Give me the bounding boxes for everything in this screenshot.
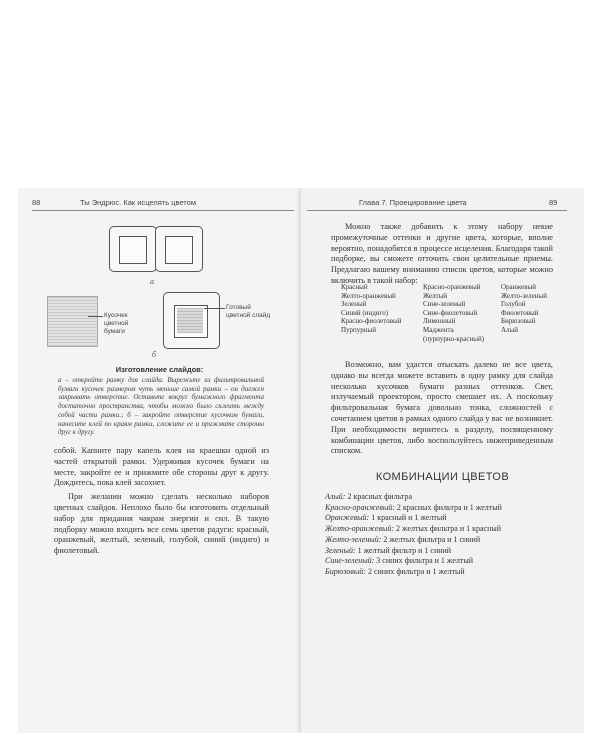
right-paragraph-2: Возможно, вам удастся отыскать далеко не все цвета, однако вы всегда можете вставить в одну рамку для слайда несколько кусочков бумаги разных оттенков. Свет, излучаемый проектором, просто смешает их. А поскольку фильтровальная бумага довольно тонка, сложностей с сочетанием цветов в рамках одного слайда у вас не возникнет. При необходимости вернитесь к разделу, посвященному комбинации цветов, либо воспользуйтесь нижеприведенным списком. — [331, 360, 553, 456]
combination-item: Зеленый: 1 желтый фильтр и 1 синий — [325, 545, 452, 555]
left-page — [18, 188, 301, 733]
combination-item: Желто-зеленый: 2 желтых фильтра и 1 синий — [325, 534, 481, 544]
figure-label-a: а — [150, 277, 154, 286]
color-item: Желто-зеленый — [501, 291, 547, 300]
color-item: Лимонный — [423, 317, 456, 326]
right-page — [301, 188, 584, 733]
right-intro-text — [331, 222, 553, 287]
color-column-2 — [423, 283, 484, 343]
color-item: Сине-зеленый — [423, 300, 466, 309]
color-item: Синий (индиго) — [341, 308, 389, 317]
color-item: Фиолетовый — [501, 308, 539, 317]
color-item: Голубой — [501, 300, 526, 309]
right-body-text — [331, 360, 553, 457]
combination-list — [325, 492, 565, 578]
combination-item: Алый: 2 красных фильтра — [325, 492, 413, 501]
combination-item: Бирюзовый: 2 синих фильтра и 1 желтый — [325, 566, 465, 576]
color-item: Красно-фиолетовый — [341, 317, 402, 326]
combination-item: Сине-зеленый: 3 синих фильтра и 1 желтый — [325, 556, 474, 566]
color-item: Алый — [501, 325, 518, 334]
color-item: Бирюзовый — [501, 317, 536, 326]
open-frame-right-window — [165, 236, 193, 264]
open-frame-left-window — [119, 236, 147, 264]
right-intro-paragraph: Можно также добавить к этому набору некие промежуточные оттенки и другие цвета, которые, вполне вероятно, понадобятся в процессе исцеления. Благодаря такой подборке, вы сможете отточить свои целительные приемы. Предлагаю вашему вниманию список цветов, которые можно включить в такой набор: — [331, 222, 553, 285]
color-item: Сине-фиолетовый — [423, 308, 478, 317]
combination-item: Красно-оранжевый: 2 красных фильтра и 1 желтый — [325, 502, 502, 512]
color-column-1 — [341, 283, 401, 335]
color-item: Оранжевый — [501, 283, 537, 291]
color-item: Пурпурный — [341, 325, 376, 334]
left-running-title: Ты Эндрюс. Как исцелять цветом — [80, 198, 196, 207]
right-page-number: 89 — [549, 198, 558, 207]
section-title: КОМБИНАЦИИ ЦВЕТОВ — [375, 471, 510, 483]
figure-caption-title: Изготовление слайдов: — [115, 365, 204, 374]
color-column-3 — [501, 283, 547, 335]
figure-caption-text: а – откройте рамку для слайда. Вырежьте из фильтровальной бумаги кусочек размером чуть меньше самой рамки – он должен закрывать отверстие. Оставьте вокруг бумажного фрагмента достаточно пространства, чтобы можно было склеить между собой части рамки.; б – закройте отверстие кусочком бумаги, нанесите клей по краям рамки, сложите ее и прижмите стороны друг к другу. — [58, 376, 264, 437]
finished-slide-label: Готовый цветной слайд — [226, 304, 271, 319]
combination-item: Оранжевый: 1 красный и 1 желтый — [325, 513, 447, 523]
paper-piece-swatch — [47, 296, 98, 347]
finished-slide-paper — [177, 308, 203, 333]
left-body-text — [54, 446, 269, 557]
left-header-rule — [32, 210, 294, 211]
color-item: Красный — [341, 283, 368, 291]
left-paragraph-1: собой. Капните пару капель клея на краешки одной из частей открытой рамки. Удерживая кусочек бумаги на месте, закройте ее и прижмите обе стороны друг к другу. Дождитесь, пока клей засохнет. — [54, 446, 269, 488]
color-item: Желто-оранжевый — [341, 291, 396, 300]
figure-label-b: б — [152, 350, 157, 359]
color-item: (пурпурно-красный) — [423, 334, 485, 343]
paper-piece-leader-line — [88, 316, 103, 317]
color-item: Красно-оранжевый — [423, 283, 481, 291]
color-item: Маджента — [423, 325, 454, 334]
combination-item: Желто-оранжевый: 2 желтых фильтра и 1 красный — [325, 524, 502, 534]
color-item: Зеленый — [341, 300, 367, 309]
paper-piece-label: Кусочек цветной бумаги — [104, 312, 129, 335]
left-paragraph-2: При желании можно сделать несколько наборов цветных слайдов. Неплохо было бы изготовить отдельный набор для придания чакрам энергии и сил. В такую подборку можно входить все семь цветов радуги: красный, оранжевый, желтый, зеленый, голубой, синий (индиго) и фиолетовый. — [54, 492, 269, 556]
color-item: Желтый — [423, 291, 448, 300]
finished-slide-leader-line — [204, 308, 225, 309]
right-running-title: Глава 7. Проецирование цвета — [359, 198, 467, 207]
left-page-number: 88 — [32, 198, 41, 207]
right-header-rule — [307, 210, 567, 211]
